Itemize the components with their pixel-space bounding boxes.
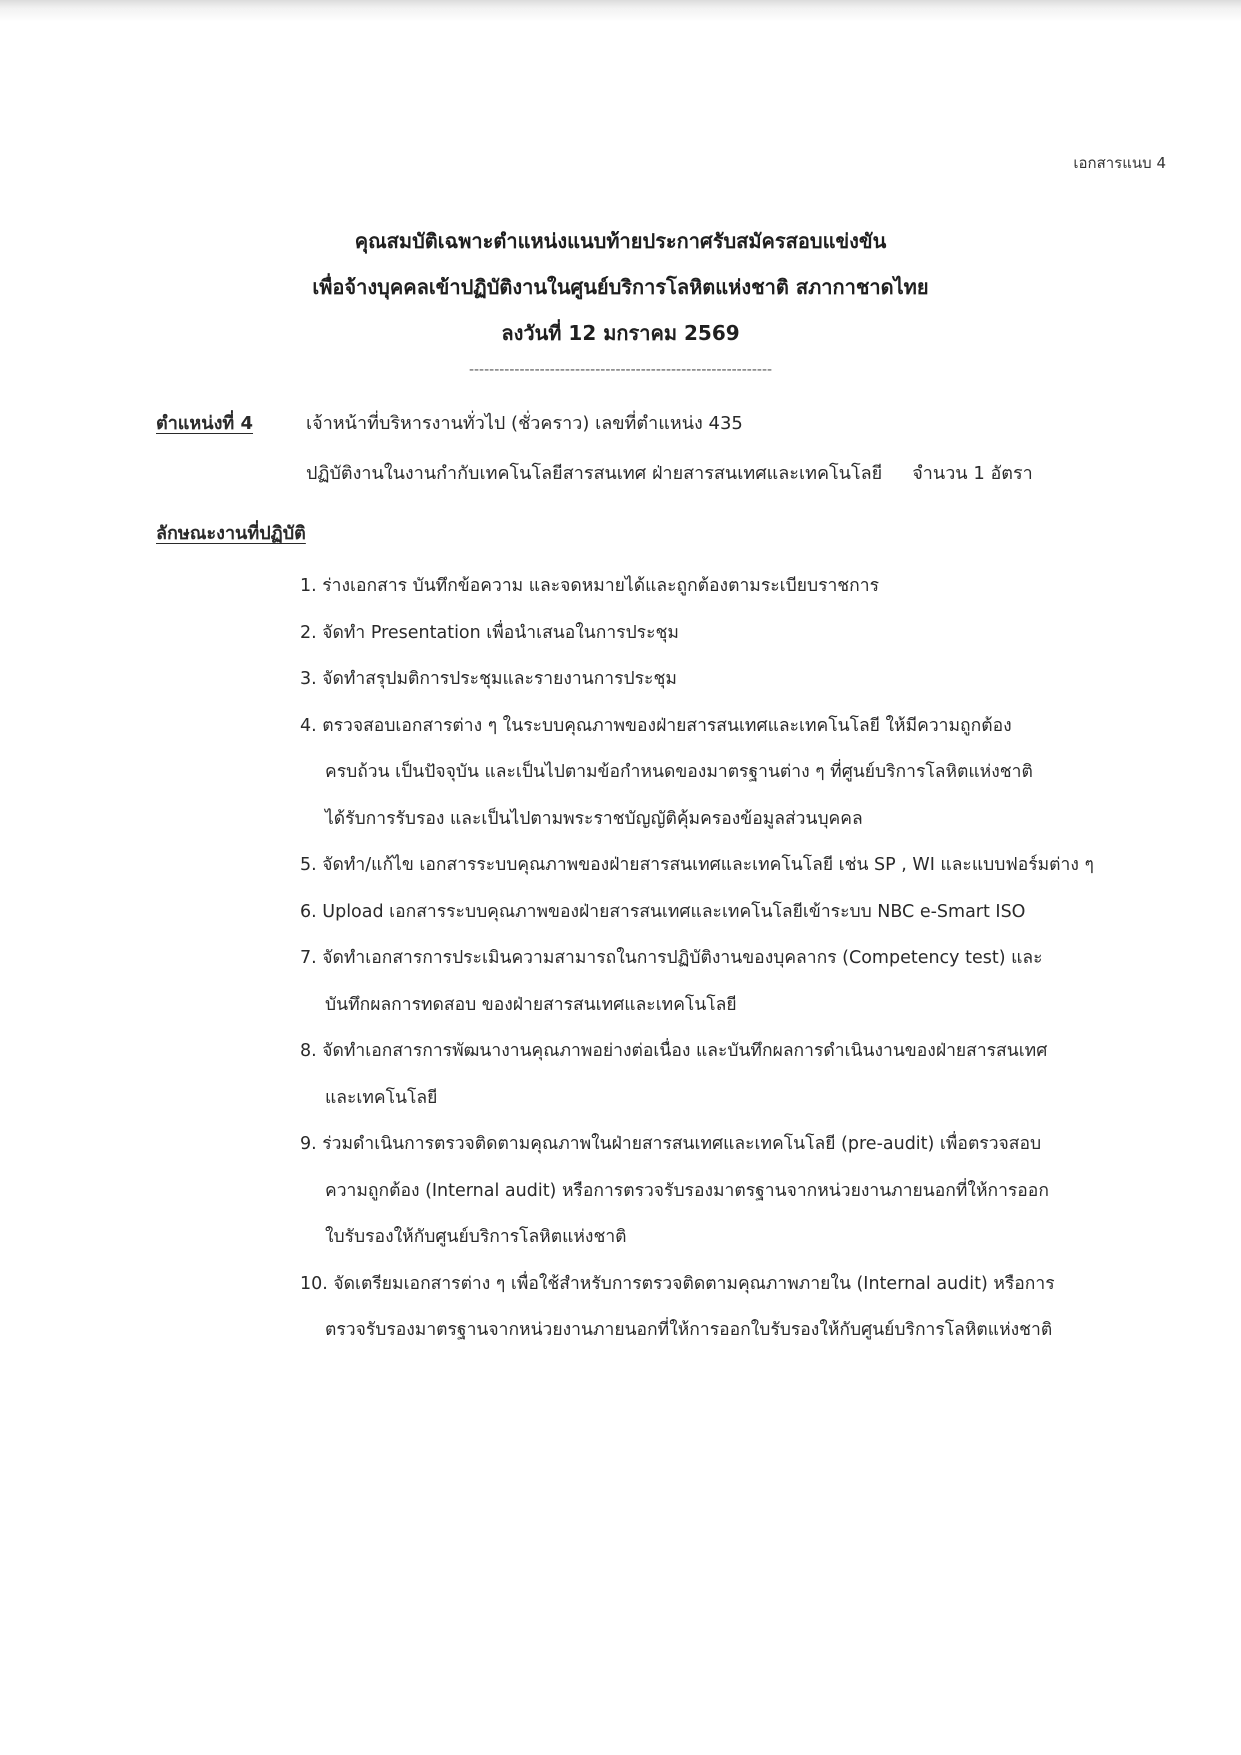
duty-continuation-line: ใบรับรองให้กับศูนย์บริการโลหิตแห่งชาติ (325, 1227, 627, 1247)
duty-continuation-line: ได้รับการรับรอง และเป็นไปตามพระราชบัญญัติคุ้มครองข้อมูลส่วนบุคคล (325, 808, 863, 829)
position-unit: ปฏิบัติงานในงานกำกับเทคโนโลยีสารสนเทศ ฝ่ายสารสนเทศและเทคโนโลยี (306, 463, 883, 484)
duties-heading: ลักษณะงานที่ปฏิบัติ (156, 523, 306, 544)
position-quota: จำนวน 1 อัตรา (912, 463, 1033, 484)
title-line-2: เพื่อจ้างบุคคลเข้าปฏิบัติงานในศูนย์บริการโลหิตแห่งชาติ สภากาชาดไทย (312, 275, 929, 299)
position-title: เจ้าหน้าที่บริหารงานทั่วไป (ชั่วคราว) เลขที่ตำแหน่ง 435 (306, 413, 743, 434)
position-heading: ตำแหน่งที่ 4 (156, 413, 254, 434)
duty-continuation-line: ตรวจรับรองมาตรฐานจากหน่วยงานภายนอกที่ให้การออกใบรับรองให้กับศูนย์บริการโลหิตแห่งชาติ (325, 1320, 1053, 1340)
list-item (300, 656, 1094, 703)
duty-first-line (300, 935, 1094, 982)
list-item (300, 935, 1094, 1028)
position-unit-row (156, 455, 1033, 505)
list-item (300, 563, 1094, 610)
duty-first-line (300, 563, 1094, 610)
list-item (300, 703, 1094, 843)
duty-text: จัดทำ Presentation เพื่อนำเสนอในการประชุม (322, 622, 679, 643)
duty-text: ร่างเอกสาร บันทึกข้อความ และจดหมายได้และถูกต้องตามระเบียบราชการ (322, 576, 879, 596)
list-item (300, 842, 1094, 889)
list-item (300, 1121, 1094, 1261)
duty-first-line (300, 889, 1094, 936)
duty-number: 4. (300, 715, 317, 736)
document-title (0, 218, 1241, 356)
position-row (156, 405, 1033, 455)
duty-continuation-line: บันทึกผลการทดสอบ ของฝ่ายสารสนเทศและเทคโนโลยี (325, 994, 737, 1015)
title-date-line: ลงวันที่ 12 มกราคม 2569 (501, 321, 740, 345)
duty-first-line (300, 1028, 1094, 1075)
duty-first-line (300, 1261, 1094, 1308)
duty-number: 1. (300, 576, 317, 596)
duty-text: ร่วมดำเนินการตรวจติดตามคุณภาพในฝ่ายสารสนเทศและเทคโนโลยี (pre-audit) เพื่อตรวจสอบ (322, 1134, 1042, 1154)
duty-first-line (300, 610, 1094, 657)
duty-text: จัดทำสรุปมติการประชุมและรายงานการประชุม (322, 669, 677, 689)
duty-continuation-line: ความถูกต้อง (Internal audit) หรือการตรวจรับรองมาตรฐานจากหน่วยงานภายนอกที่ให้การออก (325, 1180, 1049, 1201)
duty-text: จัดทำเอกสารการพัฒนางานคุณภาพอย่างต่อเนื่อง และบันทึกผลการดำเนินงานของฝ่ายสารสนเทศ (322, 1041, 1048, 1061)
duty-first-line (300, 842, 1094, 889)
title-line-1: คุณสมบัติเฉพาะตำแหน่งแนบท้ายประกาศรับสมัครสอบแข่งขัน (354, 229, 887, 253)
duty-text: จัดทำเอกสารการประเมินความสามารถในการปฏิบัติงานของบุคลากร (Competency test) และ (322, 948, 1043, 968)
position-section (156, 405, 1033, 505)
list-item (300, 610, 1094, 657)
duty-continuation-line: และเทคโนโลยี (325, 1087, 438, 1108)
duty-text: ตรวจสอบเอกสารต่าง ๆ ในระบบคุณภาพของฝ่ายสารสนเทศและเทคโนโลยี ให้มีความถูกต้อง (322, 715, 1012, 736)
duty-number: 6. (300, 901, 317, 922)
duty-first-line (300, 1121, 1094, 1168)
duties-list (300, 563, 1094, 1354)
duty-number: 9. (300, 1134, 317, 1154)
duty-number: 2. (300, 622, 317, 643)
duty-number: 5. (300, 855, 317, 875)
dashed-separator: ------------------------------------------------------------ (468, 362, 773, 378)
list-item (300, 1261, 1094, 1354)
duty-text: Upload เอกสารระบบคุณภาพของฝ่ายสารสนเทศและเทคโนโลยีเข้าระบบ NBC e-Smart ISO (322, 901, 1026, 922)
duty-number: 8. (300, 1041, 317, 1061)
list-item (300, 1028, 1094, 1121)
duty-first-line (300, 656, 1094, 703)
scan-top-edge (0, 0, 1241, 26)
duty-text: จัดทำ/แก้ไข เอกสารระบบคุณภาพของฝ่ายสารสนเทศและเทคโนโลยี เช่น SP , WI และแบบฟอร์มต่าง ๆ (322, 855, 1094, 875)
list-item (300, 889, 1094, 936)
duty-number: 7. (300, 948, 317, 968)
duty-continuation-line: ครบถ้วน เป็นปัจจุบัน และเป็นไปตามข้อกำหนดของมาตรฐานต่าง ๆ ที่ศูนย์บริการโลหิตแห่งชาติ (325, 762, 1033, 782)
duty-first-line (300, 703, 1094, 750)
attachment-label: เอกสารแนบ 4 (1073, 154, 1166, 172)
duty-text: จัดเตรียมเอกสารต่าง ๆ เพื่อใช้สำหรับการตรวจติดตามคุณภาพภายใน (Internal audit) หรือการ (333, 1273, 1055, 1294)
duty-number: 10. (300, 1273, 328, 1294)
duty-number: 3. (300, 669, 317, 689)
